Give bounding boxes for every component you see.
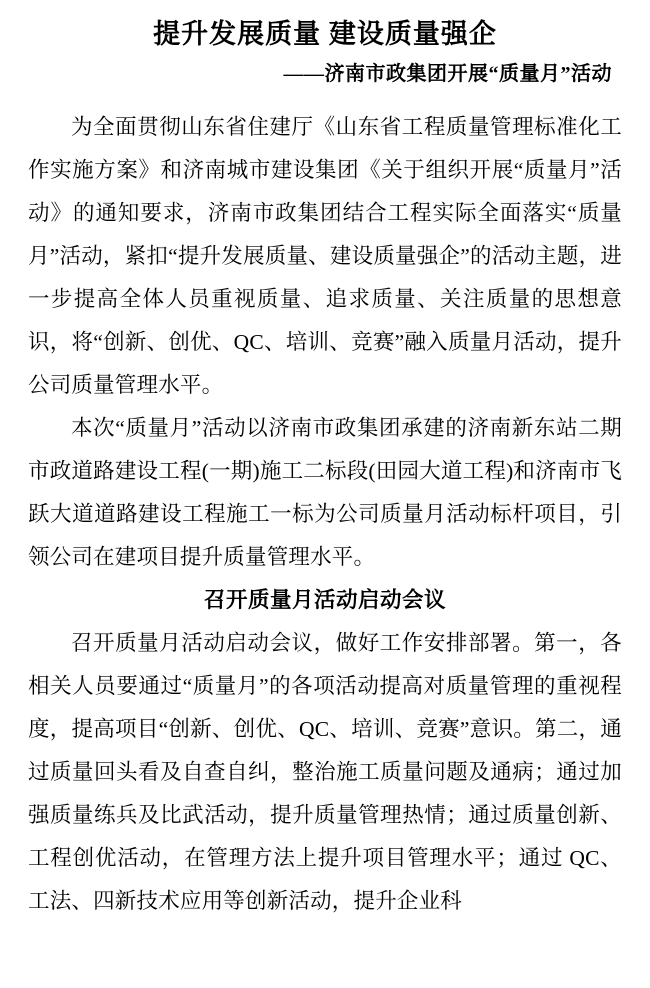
paragraph: 本次“质量月”活动以济南市政集团承建的济南新东站二期市政道路建设工程(一期)施工二标段(田园大道工程)和济南市飞跃大道道路建设工程施工一标为公司质量月活动标杆项目，引领公司在建项目提升质量管理水平。 [28,416,622,570]
page-title: 提升发展质量 建设质量强企 [153,19,497,49]
document-subtitle: ——济南市政集团开展“质量月”活动 [283,63,612,86]
section-heading: 召开质量月活动启动会议 [203,588,446,613]
paragraph: 为全面贯彻山东省住建厅《山东省工程质量管理标准化工作实施方案》和济南城市建设集团《关于组织开展“质量月”活动》的通知要求，济南市政集团结合工程实际全面落实“质量月”活动，紧扣“提升发展质量、建设质量强企”的活动主题，进一步提高全体人员重视质量、追求质量、关注质量的思想意识，将“创新、创优、QC、培训、竞赛”融入质量月活动，提升公司质量管理水平。 [28,115,622,398]
paragraph: 召开质量月活动启动会议，做好工作安排部署。第一，各相关人员要通过“质量月”的各项活动提高对质量管理的重视程度，提高项目“创新、创优、QC、培训、竞赛”意识。第二，通过质量回头看及自查自纠，整治施工质量问题及通病；通过加强质量练兵及比武活动，提升质量管理热情；通过质量创新、工程创优活动，在管理方法上提升项目管理水平；通过 QC、工法、四新技术应用等创新活动，提升企业科 [28,631,622,914]
document-body [28,106,622,923]
